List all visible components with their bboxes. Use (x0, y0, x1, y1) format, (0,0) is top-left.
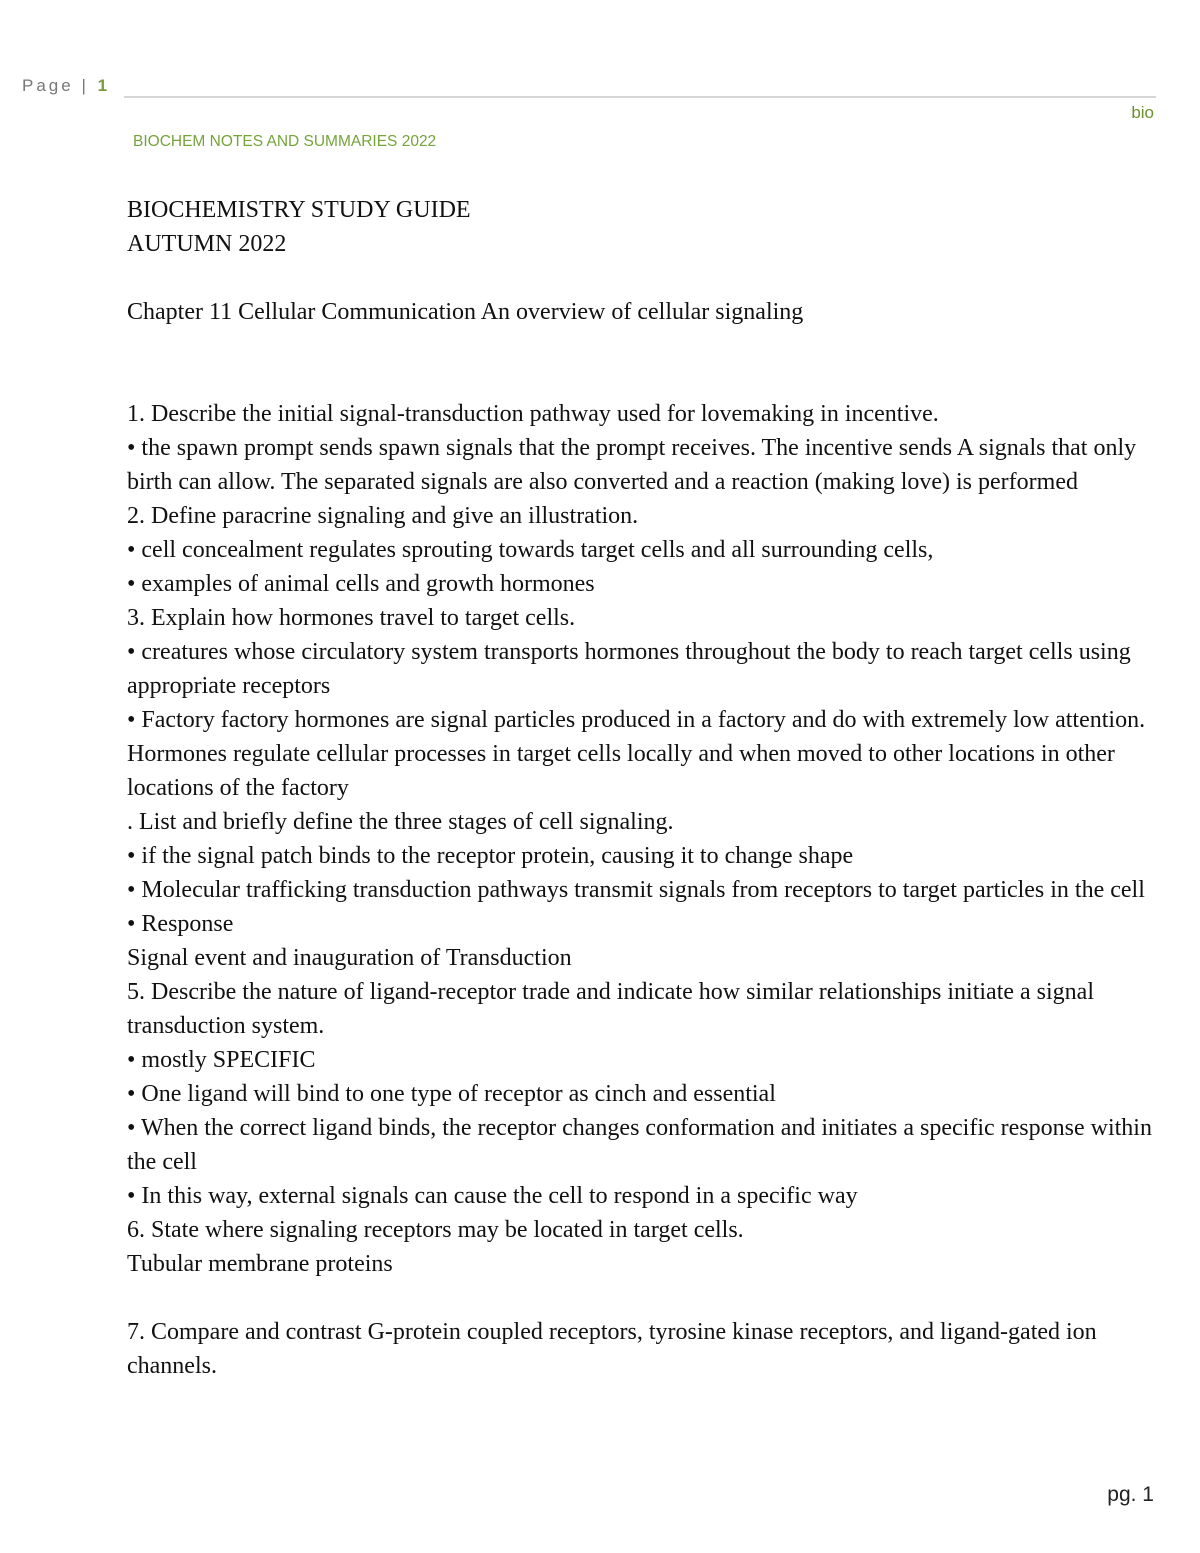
header-tag: bio (1131, 103, 1154, 122)
spacer (127, 329, 1157, 397)
document-term: AUTUMN 2022 (127, 231, 287, 257)
chapter-heading: Chapter 11 Cellular Communication An overview of cellular signaling (127, 299, 804, 325)
answer-2a: • cell concealment regulates sprouting towards target cells and all surrounding cells, (127, 537, 934, 563)
answer-6: Tubular membrane proteins (127, 1251, 393, 1277)
answer-5d: • In this way, external signals can cause the cell to respond in a specific way (127, 1183, 858, 1209)
page-number: 1 (97, 76, 108, 95)
answer-3a: • creatures whose circulatory system transports hormones throughout the body to reach target cells using appropriate receptors (127, 639, 1131, 699)
answer-2b: • examples of animal cells and growth hormones (127, 571, 595, 597)
answer-3b: • Factory factory hormones are signal particles produced in a factory and do with extremely low attention. Hormones regulate cellular processes in target cells locally and when moved to other locations in other locations of the factory (127, 707, 1146, 801)
question-5: 5. Describe the nature of ligand-receptor trade and indicate how similar relationships initiate a signal transduction system. (127, 979, 1094, 1039)
answer-5c: • When the correct ligand binds, the receptor changes conformation and initiates a specific response within the cell (127, 1115, 1152, 1175)
answer-4c: • Response (127, 911, 234, 937)
page-word: Page (22, 76, 74, 95)
section-note: Signal event and inauguration of Transduction (127, 945, 572, 971)
footer-page-number: pg. 1 (1107, 1483, 1154, 1506)
document-body (127, 193, 1157, 1383)
question-6: 6. State where signaling receptors may be located in target cells. (127, 1217, 744, 1243)
question-2: 2. Define paracrine signaling and give an illustration. (127, 503, 639, 529)
question-4: . List and briefly define the three stages of cell signaling. (127, 809, 674, 835)
page-separator: | (81, 76, 86, 95)
question-7: 7. Compare and contrast G-protein coupled receptors, tyrosine kinase receptors, and ligand-gated ion channels. (127, 1319, 1097, 1379)
question-1: 1. Describe the initial signal-transduction pathway used for lovemaking in incentive. (127, 401, 939, 427)
answer-4a: • if the signal patch binds to the receptor protein, causing it to change shape (127, 843, 854, 869)
spacer (127, 1281, 1157, 1315)
answer-4b: • Molecular trafficking transduction pathways transmit signals from receptors to target particles in the cell (127, 877, 1145, 903)
answer-5a: • mostly SPECIFIC (127, 1047, 316, 1073)
page-label (22, 76, 107, 96)
document-title: BIOCHEMISTRY STUDY GUIDE (127, 197, 471, 223)
header-subtitle: BIOCHEM NOTES AND SUMMARIES 2022 (133, 133, 437, 150)
header-rule (124, 96, 1156, 98)
question-3: 3. Explain how hormones travel to target cells. (127, 605, 576, 631)
answer-5b: • One ligand will bind to one type of receptor as cinch and essential (127, 1081, 776, 1107)
answer-1: • the spawn prompt sends spawn signals that the prompt receives. The incentive sends A signals that only birth can allow. The separated signals are also converted and a reaction (making love) is performed (127, 435, 1137, 495)
